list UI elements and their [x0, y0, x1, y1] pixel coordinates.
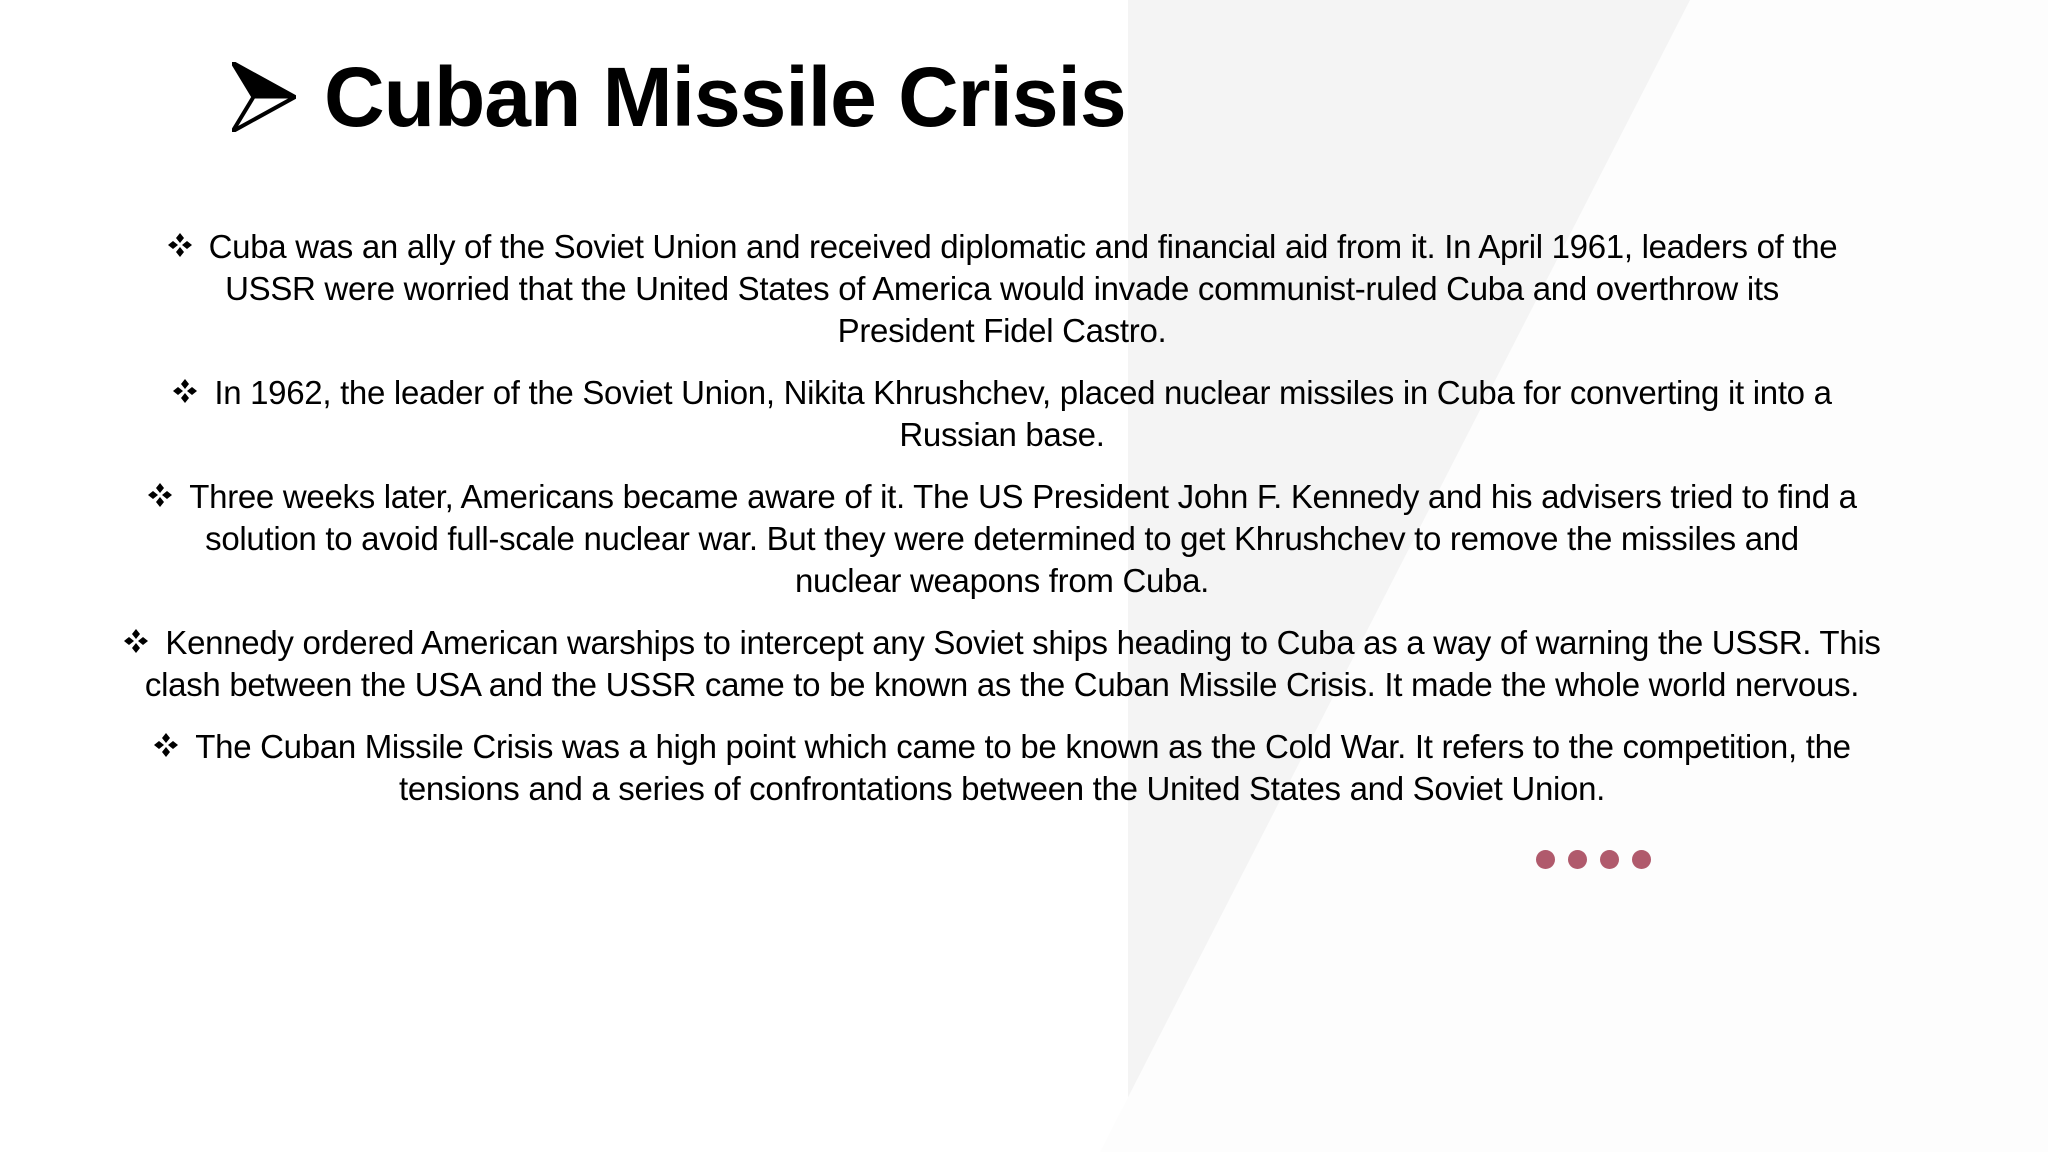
bullet-line: Kennedy ordered American warships to intercept any Soviet ships heading to Cuba as a way of warning the USSR. This: [165, 624, 1881, 661]
bullet-line: Cuba was an ally of the Soviet Union and received diplomatic and financial aid from it. In April 1961, leaders of the: [208, 228, 1838, 265]
dot-icon: [1536, 850, 1555, 869]
four-diamond-bullet-icon: [153, 732, 179, 758]
four-diamond-bullet-icon: [147, 482, 173, 508]
arrowhead-bullet-icon: [232, 62, 296, 132]
bullet-line: USSR were worried that the United States of America would invade communist-ruled Cuba and overthrow its: [225, 270, 1779, 307]
bullet-item: [52, 726, 1952, 810]
bullet-line: Three weeks later, Americans became aware of it. The US President John F. Kennedy and his advisers tried to find a: [189, 478, 1857, 515]
four-diamond-bullet-icon: [123, 628, 149, 654]
page-title: Cuban Missile Crisis: [324, 50, 1126, 144]
bullet-item: [52, 622, 1952, 706]
bullet-line: Russian base.: [899, 416, 1105, 453]
bullet-item: [52, 372, 1952, 456]
dot-icon: [1600, 850, 1619, 869]
bullet-line: tensions and a series of confrontations between the United States and Soviet Union.: [398, 770, 1606, 807]
bullet-line: President Fidel Castro.: [837, 312, 1167, 349]
bullet-line: nuclear weapons from Cuba.: [794, 562, 1210, 599]
bullet-line: clash between the USA and the USSR came to be known as the Cuban Missile Crisis. It made the whole world nervous.: [144, 666, 1860, 703]
bullet-line: The Cuban Missile Crisis was a high point which came to be known as the Cold War. It refers to the competition, the: [195, 728, 1851, 765]
bullet-item: [52, 226, 1952, 352]
decorative-dots: [1536, 850, 1651, 869]
bullet-line: In 1962, the leader of the Soviet Union, Nikita Khrushchev, placed nuclear missiles in Cuba for converting it into a: [214, 374, 1832, 411]
bullet-list: [52, 226, 1952, 830]
slide-title: [232, 42, 1126, 152]
bullet-item: [52, 476, 1952, 602]
dot-icon: [1568, 850, 1587, 869]
dot-icon: [1632, 850, 1651, 869]
bullet-line: solution to avoid full-scale nuclear war. But they were determined to get Khrushchev to remove the missiles and: [205, 520, 1799, 557]
four-diamond-bullet-icon: [172, 378, 198, 404]
four-diamond-bullet-icon: [167, 232, 193, 258]
